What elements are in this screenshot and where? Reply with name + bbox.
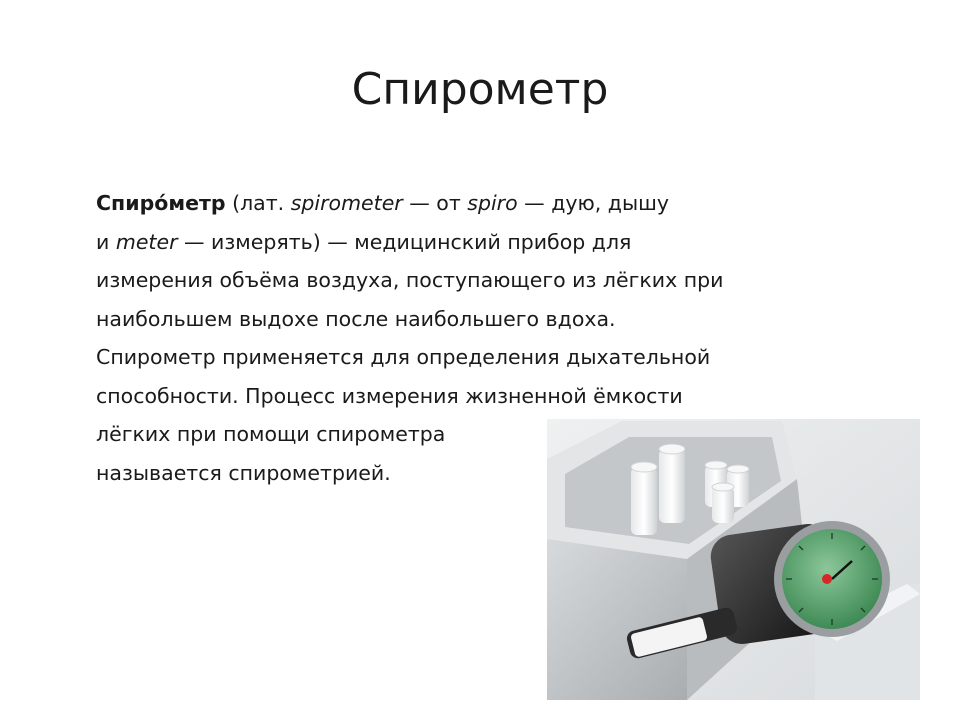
paragraph-line-1	[96, 184, 896, 223]
needle-hub	[822, 574, 832, 584]
term-spirometer	[96, 191, 226, 215]
spirometer-photo	[547, 419, 920, 700]
text-run: — дую, дышу	[517, 191, 670, 215]
text-run: — измерять) — медицинский прибор для	[177, 229, 632, 254]
term-part-rest: метр	[168, 191, 226, 215]
latin-word-meter: meter	[115, 229, 178, 254]
paragraph-line-5: Спирометр применяется для определения дыхательной	[96, 345, 711, 369]
paragraph-line-2	[96, 223, 896, 262]
paragraph-line-8: называется спирометрией.	[96, 460, 391, 485]
spirometer-illustration	[547, 419, 920, 700]
text-run: — от	[402, 191, 468, 215]
latin-word-spiro: spiro	[467, 191, 518, 215]
term-part-stem: Спиро	[96, 191, 169, 215]
paragraph-line-3: измерения объёма воздуха, поступающего из лёгких при	[96, 268, 724, 292]
paragraph-line-7: лёгких при помощи спирометра	[96, 422, 446, 446]
slide-title: Спирометр	[351, 64, 609, 115]
text-run: и	[96, 229, 116, 254]
paragraph-line-4: наибольшем выдохе после наибольшего вдоха.	[96, 306, 616, 331]
latin-word-spirometer: spirometer	[290, 191, 403, 215]
text-run: (лат.	[225, 191, 291, 215]
paragraph-line-6: способности. Процесс измерения жизненной ёмкости	[96, 383, 683, 408]
